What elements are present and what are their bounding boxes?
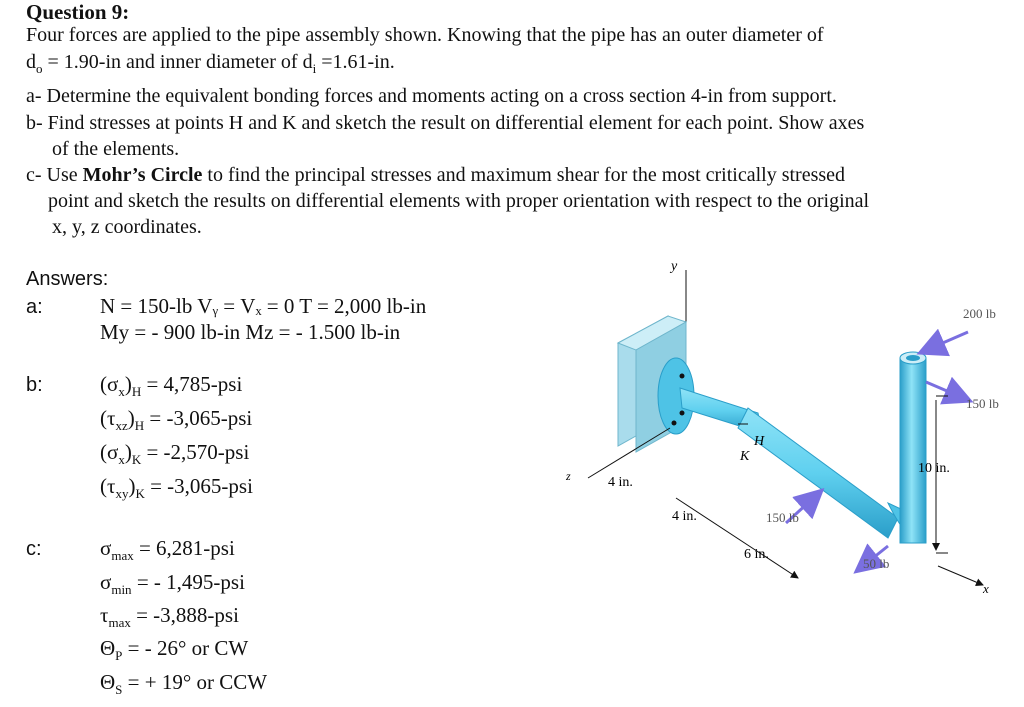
sub: x bbox=[118, 452, 125, 468]
part-c-line-1 bbox=[26, 164, 845, 187]
val: = -3,065-psi bbox=[144, 406, 253, 430]
tau-xy-k: $(\tau_{xy})_K = -3,065-psi$ bbox=[100, 474, 253, 502]
bolt bbox=[680, 374, 685, 379]
sub: max bbox=[111, 548, 134, 564]
part-c-rest: to find the principal stresses and maximum shear for the most critically stressed bbox=[202, 164, 846, 186]
val: = -2,570-psi bbox=[141, 440, 250, 464]
sigma-x-k: $(\sigma_x)_K = -2,570-psi$ bbox=[100, 440, 250, 468]
dim-4b-label: 4 in. bbox=[672, 509, 697, 524]
answer-c-label: c: bbox=[26, 538, 42, 560]
part-c-line-3: x, y, z coordinates. bbox=[52, 216, 202, 238]
sigma-x-h: $(\sigma_x)_H = 4,785-psi$ bbox=[100, 372, 243, 400]
sub2: H bbox=[131, 384, 142, 400]
sym: (σ bbox=[100, 372, 119, 396]
sym: (τ bbox=[100, 406, 116, 430]
do-symbol: d bbox=[26, 51, 36, 73]
pipe-bore bbox=[906, 355, 920, 361]
do-text: = 1.90-in and inner diameter of d bbox=[42, 51, 313, 73]
z-axis-label: z bbox=[566, 469, 571, 483]
do-subscript: o bbox=[36, 61, 43, 76]
val: = 6,281-psi bbox=[133, 536, 235, 560]
answer-a-line-1: N = 150-lb Vᵧ = Vₓ = 0 T = 2,000 lb-in bbox=[100, 294, 427, 318]
pipe-assembly-figure bbox=[558, 248, 1018, 608]
point-h-label: H bbox=[754, 434, 765, 449]
sym: (σ bbox=[100, 440, 119, 464]
val: = - 1,495-psi bbox=[131, 570, 245, 594]
sym: Θ bbox=[100, 670, 116, 694]
x-axis-label: x bbox=[983, 581, 989, 596]
sub2: H bbox=[134, 418, 145, 434]
tau-xz-h: $(\tau_{xz})_H = -3,065-psi$ bbox=[100, 406, 253, 434]
sub: min bbox=[111, 582, 132, 598]
sigma-max bbox=[100, 536, 235, 564]
force-200-label: 200 lb bbox=[963, 306, 996, 321]
pipe-segment-x bbox=[738, 408, 898, 538]
question-title: Question 9: bbox=[26, 0, 130, 24]
sym: σ bbox=[100, 570, 112, 594]
theta-p bbox=[100, 636, 248, 664]
val: = + 19° or CCW bbox=[122, 670, 268, 694]
force-150-mid-label: 150 lb bbox=[766, 510, 799, 525]
x-axis-line bbox=[938, 566, 983, 585]
y-axis-label: y bbox=[671, 259, 678, 274]
sym: Θ bbox=[100, 636, 116, 660]
sub: S bbox=[115, 682, 123, 698]
intro-line-1: Four forces are applied to the pipe assembly shown. Knowing that the pipe has an outer diameter of bbox=[26, 24, 824, 46]
pipe-segment-vertical bbox=[900, 358, 926, 543]
answer-a-line-2: My = - 900 lb-in Mz = - 1.500 lb-in bbox=[100, 320, 401, 344]
sub: x bbox=[118, 384, 125, 400]
answers-heading: Answers: bbox=[26, 268, 109, 290]
sym: τ bbox=[100, 603, 109, 627]
force-150-top-label: 150 lb bbox=[966, 396, 999, 411]
sigma-min bbox=[100, 570, 245, 598]
intro-line-2 bbox=[26, 51, 395, 77]
sym: σ bbox=[100, 536, 112, 560]
part-b-line-2: of the elements. bbox=[52, 138, 180, 160]
dim-4a-label: 4 in. bbox=[608, 475, 633, 490]
force-50-label: 50 lb bbox=[863, 556, 890, 571]
answer-a-label: a: bbox=[26, 296, 43, 318]
force-200-arrow bbox=[922, 332, 968, 352]
sub: xz bbox=[115, 418, 128, 434]
bolt bbox=[672, 421, 677, 426]
part-c-prefix: c- Use bbox=[26, 164, 83, 186]
val: = -3,065-psi bbox=[144, 474, 253, 498]
sub: P bbox=[115, 648, 123, 664]
di-text: =1.61-in. bbox=[316, 51, 395, 73]
sub2: K bbox=[131, 452, 142, 468]
answer-b-label: b: bbox=[26, 374, 43, 396]
val: = - 26° or CW bbox=[122, 636, 249, 660]
dim-10-label: 10 in. bbox=[918, 461, 950, 476]
di-subscript: i bbox=[312, 61, 317, 76]
dim-6-label: 6 in. bbox=[744, 547, 769, 562]
val: = 4,785-psi bbox=[141, 372, 243, 396]
bolt bbox=[680, 411, 685, 416]
theta-s bbox=[100, 670, 267, 698]
val: = -3,888-psi bbox=[130, 603, 239, 627]
sub2: K bbox=[135, 486, 145, 502]
sub: xy bbox=[115, 486, 129, 502]
part-b-line-1: b- Find stresses at points H and K and sketch the result on differential element for each point. Show axes bbox=[26, 112, 865, 134]
mohrs-circle-term: Mohr’s Circle bbox=[82, 164, 203, 186]
sub: max bbox=[108, 615, 131, 631]
sym: (τ bbox=[100, 474, 116, 498]
force-150-top-arrow bbox=[926, 382, 968, 400]
tau-max bbox=[100, 603, 239, 631]
point-k-label: K bbox=[740, 449, 750, 464]
part-a: a- Determine the equivalent bonding forces and moments acting on a cross section 4-in from support. bbox=[26, 85, 837, 107]
part-c-line-2: point and sketch the results on differential elements with proper orientation with respect to the original bbox=[48, 190, 870, 212]
